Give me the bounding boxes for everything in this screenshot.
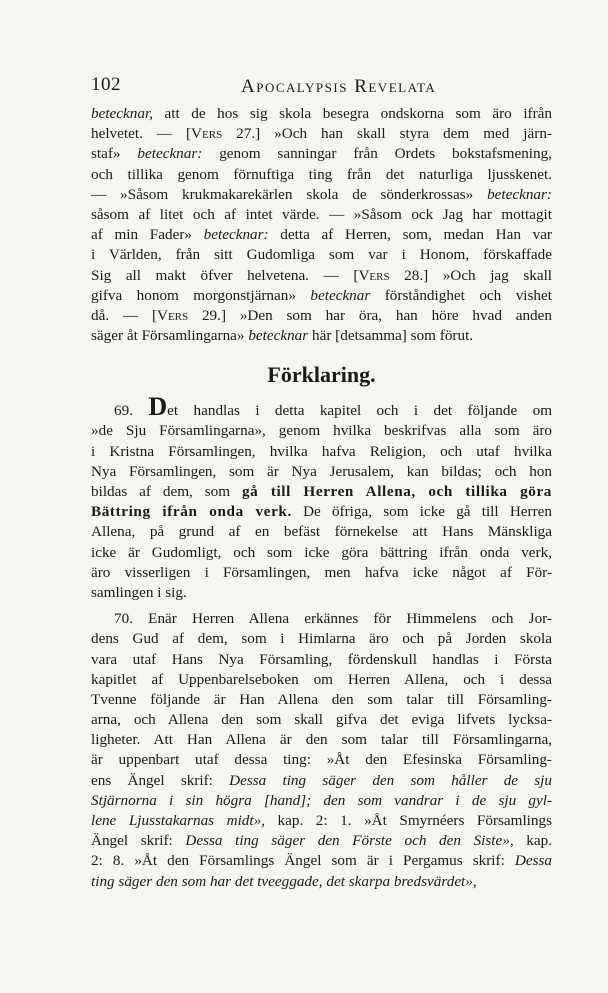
text-run: i Kristna Församlingen, hvilka hafva Religion, och utaf hvilka [91,442,552,460]
text-line [91,522,552,542]
text-it: betecknar: [203,226,269,244]
text-line [91,872,552,892]
text-line [91,690,552,710]
text-run: vara utaf Hans Nya Församling, fördenskull handlas i Första [91,650,552,668]
text-line [91,583,552,603]
page-number: 102 [91,74,121,95]
text-line [91,266,552,286]
text-run: dens Gud af dem, som i Himlarna äro och på Jorden skola [91,630,552,648]
page-body [91,104,552,892]
text-it: ting säger den som har det tveeggade, det skarpa bredsvärdet» [91,872,473,890]
text-line [91,421,552,441]
text-it: Stjärnorna i sin högra [hand]; den som vandrar i de sju gyl- [91,791,552,809]
text-run: arna, och Allena den som skall gifva det eviga lifvets lycksa- [91,711,552,729]
text-run: »de Sju Församlingarna», genom hvilka beskrifvas alla som äro [91,422,552,440]
text-run: Nya Församlingen, som är Nya Jerusalem, kan bildas; och hon [91,462,552,480]
text-run: 69. [114,402,149,420]
text-line [91,811,552,831]
text-run: ligheter. Att Han Allena är den som talar till Församlingarna, [91,731,552,749]
text-run: Ängel skrif: [91,832,186,850]
text-line [91,392,553,422]
text-run: här [detsamma] som förut. [308,327,474,345]
text-it: Dessa [514,852,552,870]
text-line [91,205,552,225]
text-run: samlingen i sig. [91,583,187,601]
text-line [91,730,552,750]
text-run: äro visserligen i Församlingen, men hafva icke något af För- [91,563,552,581]
text-run: 70. Enär Herren Allena erkännes för Himmelens och Jor- [114,610,552,628]
text-line [91,326,552,346]
text-line [91,124,552,144]
text-run: 28.] »Och jag skall [389,266,553,284]
text-run: , kap. [509,832,552,850]
running-title: Apocalypsis Revelata [241,76,437,97]
text-run: 27.] »Och han skall styra dem med järn- [222,125,552,143]
text-run: icke är Gudomligt, och som icke göra bättring ifrån onda verk, [91,543,552,561]
text-line [91,771,552,791]
text-line [91,462,552,482]
text-run: i Världen, från sitt Gudomliga som var i Honom, förskaffade [91,246,552,264]
text-run: gifva honom morgonstjärnan» [91,286,311,304]
text-run: staf» [91,145,138,163]
text-run: ens Ängel skrif: [91,771,230,789]
paragraph-69 [91,392,553,603]
text-line [91,543,552,563]
text-line [91,165,552,185]
text-it: lene Ljusstakarnas midt» [91,812,262,829]
text-sc: Vers [157,306,189,324]
text-line [91,144,552,164]
text-run: detta af Herren, som, medan Han var [268,226,552,244]
text-b: Bättring ifrån onda verk. [91,503,292,521]
text-line [91,650,552,670]
text-line [91,185,552,205]
text-it: betecknar, [91,105,153,122]
text-dropcap: D [148,392,168,422]
text-run: Tvenne följande är Han Allena den som talar till Församling- [91,690,552,708]
text-sc: Vers [358,266,390,284]
text-line [91,670,552,690]
text-it: Dessa ting säger den Förste och den Siste» [185,832,510,850]
text-run: och tillika genom förnuftiga ting från det naturliga ljusskenet. [91,165,552,183]
section-heading: Förklaring. [267,362,376,388]
text-sc: Vers [191,125,223,143]
text-run: helvetet. — [ [91,125,192,143]
text-run: et handlas i detta kapitel och i det följande om [167,402,553,420]
text-run: , kap. 2: 1. »Åt Smyrnéers Församlings [261,812,552,829]
text-b: gå till Herren Allena, och tillika göra [241,483,552,500]
text-line [91,225,552,245]
text-line [91,245,552,265]
text-line [91,629,552,649]
text-run: att de hos sig skola besegra ondskorna som äro ifrån [153,105,552,122]
text-line [91,502,552,522]
text-run: Sig all makt öfver helvetena. — [ [91,266,359,284]
text-block-top [91,104,552,346]
text-it: Dessa ting säger den som håller de sju [229,771,552,789]
text-run: De öfriga, som icke gå till Herren [291,503,552,521]
text-it: betecknar: [137,145,203,163]
text-run: då. — [ [91,306,157,324]
text-line [91,563,552,583]
text-line [91,609,552,629]
text-run: — »Såsom krukmakarekärlen skola de sönderkrossas» [91,185,488,203]
text-line [91,286,552,306]
text-run: säger åt Församlingarna» [91,327,249,345]
text-run: af min Fader» [91,226,204,244]
text-it: betecknar [310,286,371,304]
paragraph-70 [91,609,552,892]
text-run: 29.] »Den som har öra, han höre hvad anden [188,306,552,324]
text-it: betecknar [248,327,309,345]
text-run: är uppenbart utaf dessa ting: »Åt den Efesinska Församling- [91,751,552,769]
text-run: genom sanningar från Ordets bokstafsmening, [202,145,552,163]
text-run: 2: 8. »Åt den Församlings Ängel som är i Pergamus skrif: [91,852,515,870]
text-run: bildas af dem, som [91,483,242,500]
text-line [91,306,552,326]
text-line [91,710,552,730]
text-run: Allena, på grund af en befäst förnekelse att Hans Mänskliga [91,523,552,541]
text-line [91,482,552,502]
text-run: såsom af litet och af intet värde. — »Såsom ock Jag har mottagit [91,205,552,223]
text-it: betecknar: [487,185,552,203]
text-line [91,750,552,770]
text-line [91,104,552,124]
text-line [91,831,552,851]
text-run: kapitlet af Uppenbarelseboken om Herren Allena, och i dessa [91,670,552,688]
text-run: , [472,872,477,890]
text-line [91,851,552,871]
text-line [91,791,552,811]
text-line [91,442,552,462]
text-run: förståndighet och vishet [370,286,552,304]
